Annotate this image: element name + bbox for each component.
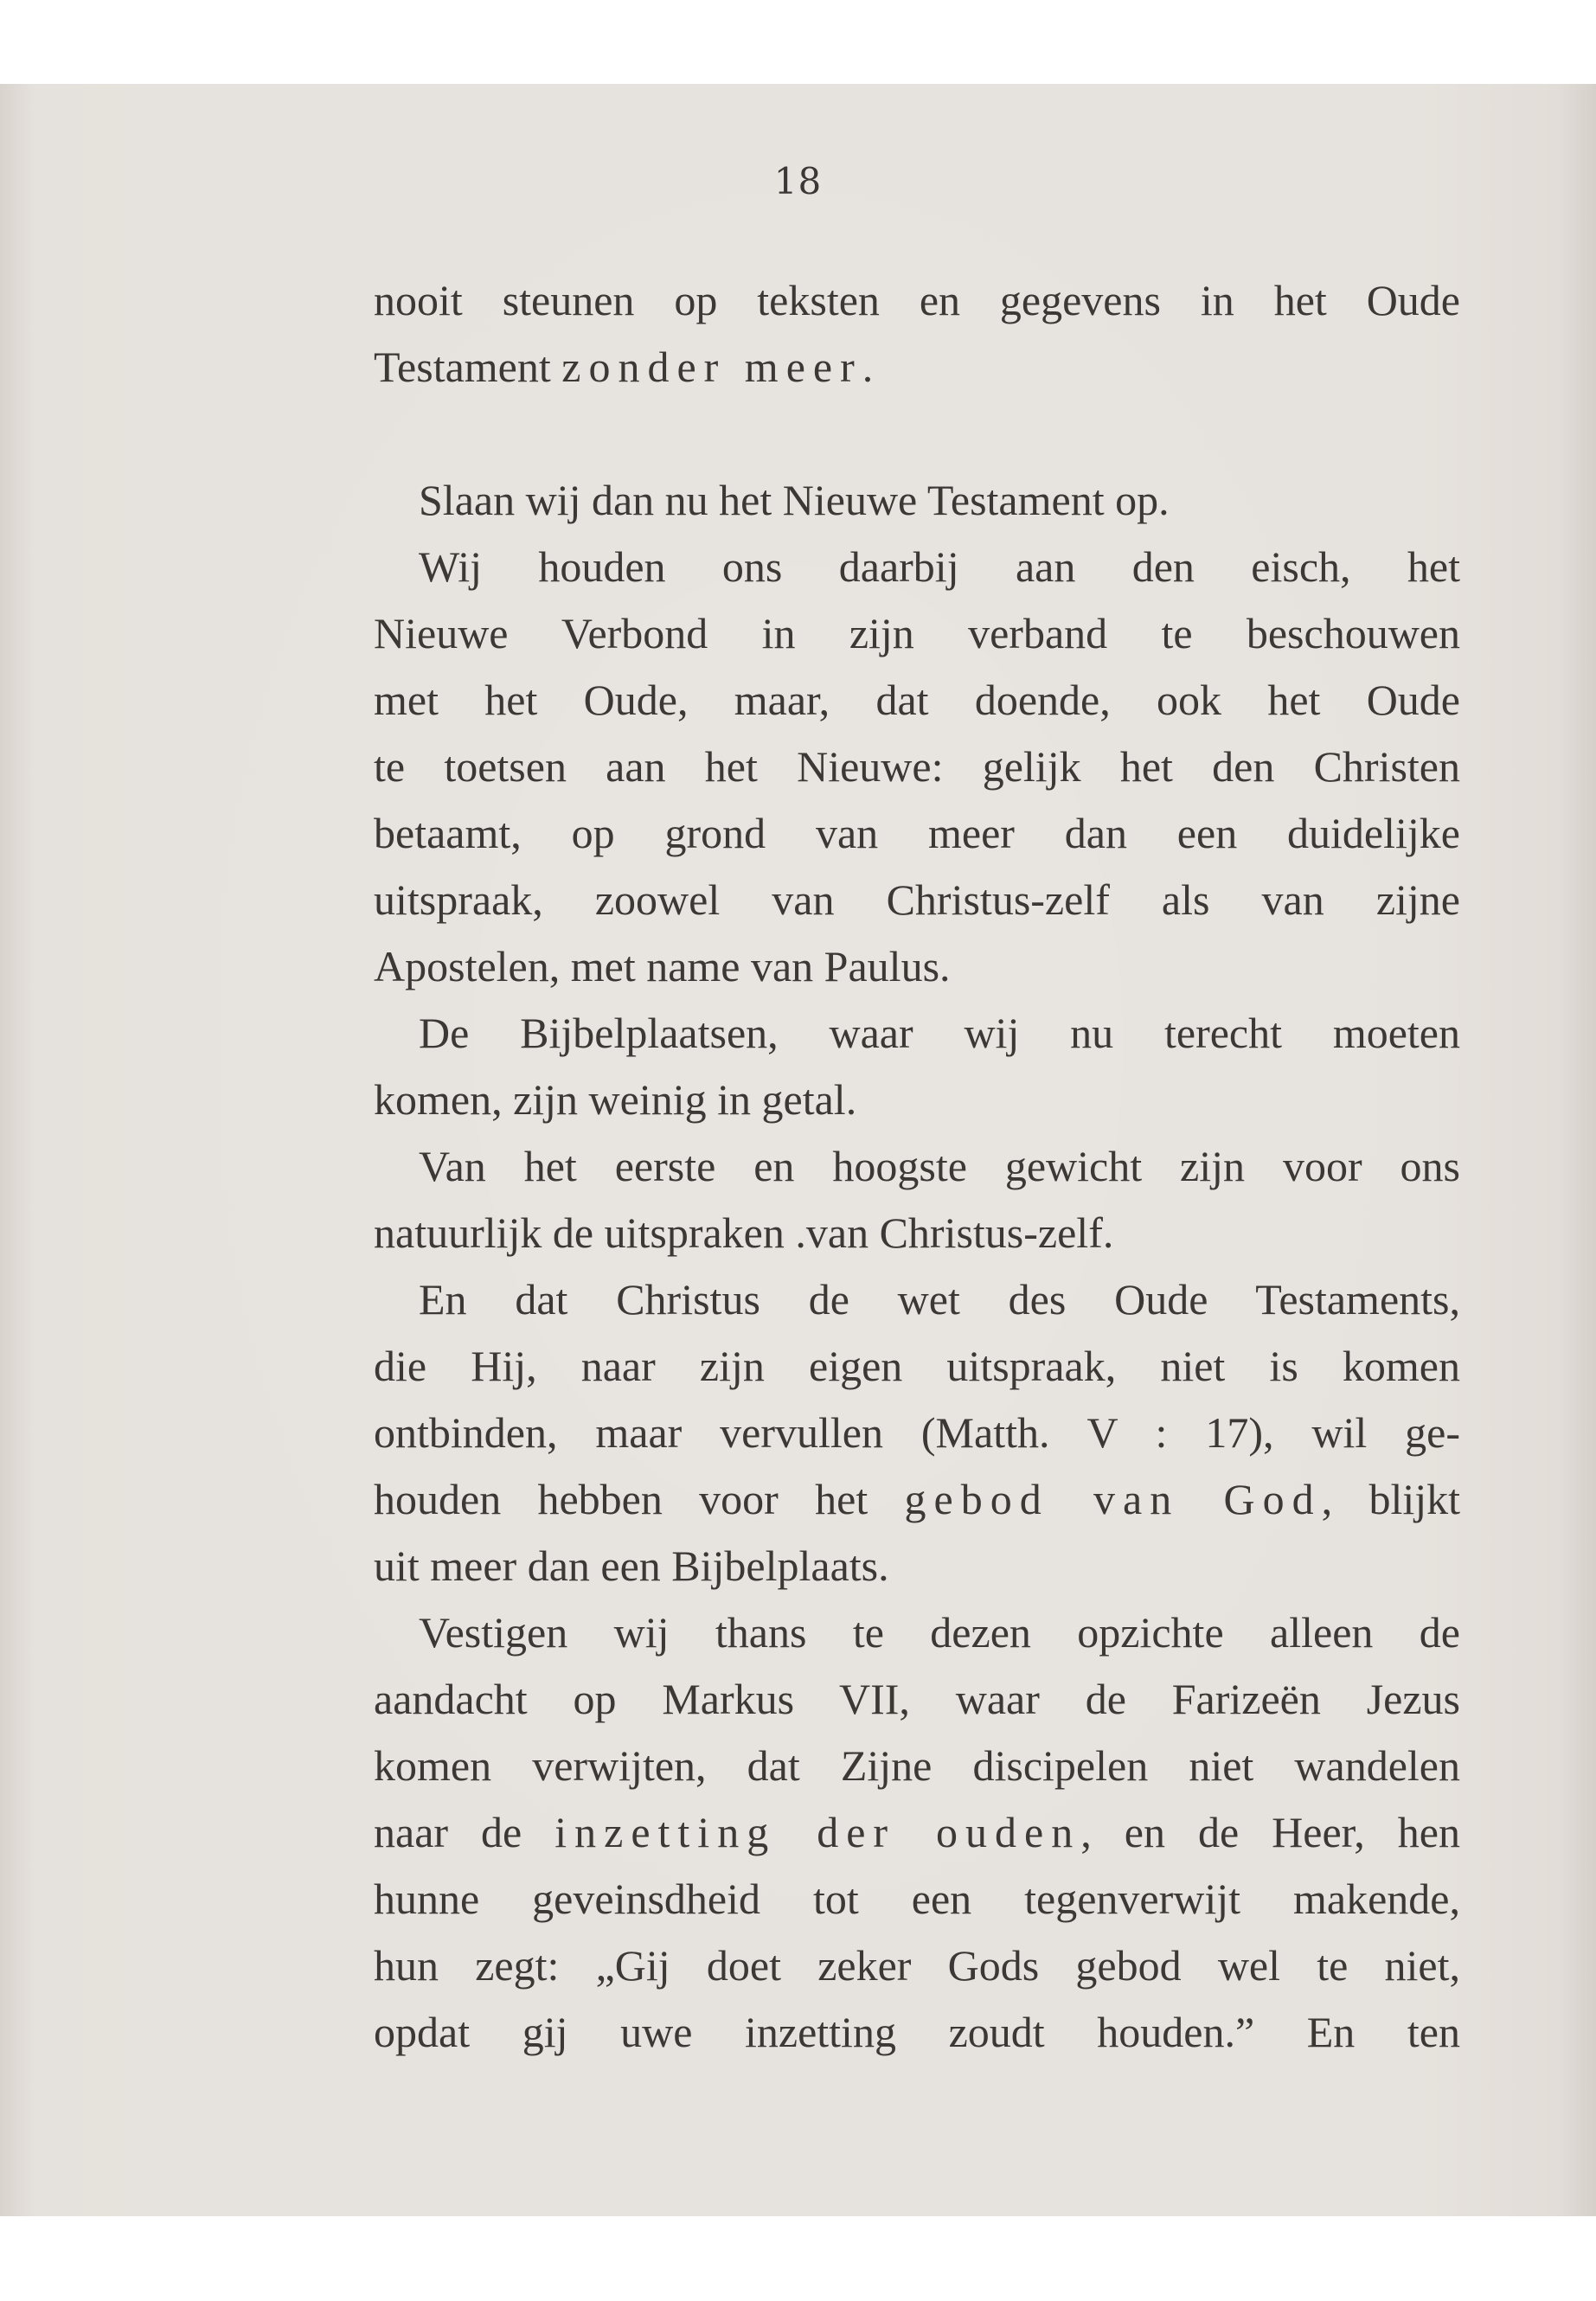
text-line: hun zegt: „Gij doet zeker Gods gebod wel te niet,	[374, 1941, 1460, 1990]
text-line: nooit steunen op teksten en gegevens in het Oude	[374, 276, 1460, 324]
text-span: houden hebben voor het	[374, 1475, 905, 1523]
emphasis-spaced: inzetting der ouden	[554, 1808, 1081, 1856]
text-line: betaamt, op grond van meer dan een duidelijke	[374, 809, 1460, 857]
text-line: Van het eerste en hoogste gewicht zijn voor ons	[419, 1142, 1460, 1190]
text-line: De Bijbelplaatsen, waar wij nu terecht moeten	[419, 1009, 1460, 1057]
text-line: komen, zijn weinig in getal.	[374, 1075, 857, 1124]
text-line: Apostelen, met name van Paulus.	[374, 942, 951, 990]
text-span: , en de Heer, hen	[1080, 1808, 1460, 1856]
scanned-page	[0, 84, 1596, 2216]
paragraph-gap	[374, 401, 1460, 467]
text-span: Testament	[374, 343, 562, 391]
emphasis-spaced: gebod van God	[904, 1475, 1322, 1523]
text-line: En dat Christus de wet des Oude Testaments,	[419, 1275, 1460, 1324]
text-line: Slaan wij dan nu het Nieuwe Testament op.	[419, 476, 1170, 524]
text-line: natuurlijk de uitspraken .van Christus-zelf.	[374, 1208, 1114, 1257]
text-line: te toetsen aan het Nieuwe: gelijk het den Christen	[374, 742, 1460, 791]
page-number: 18	[773, 160, 823, 202]
text-line	[374, 1466, 1460, 1533]
text-line	[374, 1799, 1460, 1866]
text-line: ontbinden, maar vervullen (Matth. V : 17), wil ge-	[374, 1408, 1460, 1457]
text-span: , blijkt	[1321, 1475, 1461, 1523]
text-line: aandacht op Markus VII, waar de Farizeën Jezus	[374, 1675, 1460, 1723]
text-line: uit meer dan een Bijbelplaats.	[374, 1541, 889, 1590]
text-line: Vestigen wij thans te dezen opzichte alleen de	[419, 1608, 1460, 1657]
text-line: komen verwijten, dat Zijne discipelen niet wandelen	[374, 1741, 1460, 1790]
text-line: met het Oude, maar, dat doende, ook het Oude	[374, 676, 1460, 724]
text-line: uitspraak, zoowel van Christus-zelf als van zijne	[374, 875, 1460, 924]
body-text	[374, 267, 1460, 2066]
text-line	[374, 334, 1460, 401]
emphasis-spaced: zonder meer	[561, 343, 862, 391]
text-span: naar de	[374, 1808, 555, 1856]
text-line: hunne geveinsdheid tot een tegenverwijt makende,	[374, 1875, 1460, 1923]
text-span: .	[862, 343, 874, 391]
text-line: Nieuwe Verbond in zijn verband te beschouwen	[374, 609, 1460, 657]
text-line: die Hij, naar zijn eigen uitspraak, niet is komen	[374, 1342, 1460, 1390]
text-line: Wij houden ons daarbij aan den eisch, het	[419, 542, 1460, 591]
text-line: opdat gij uwe inzetting zoudt houden.” En ten	[374, 2008, 1460, 2056]
